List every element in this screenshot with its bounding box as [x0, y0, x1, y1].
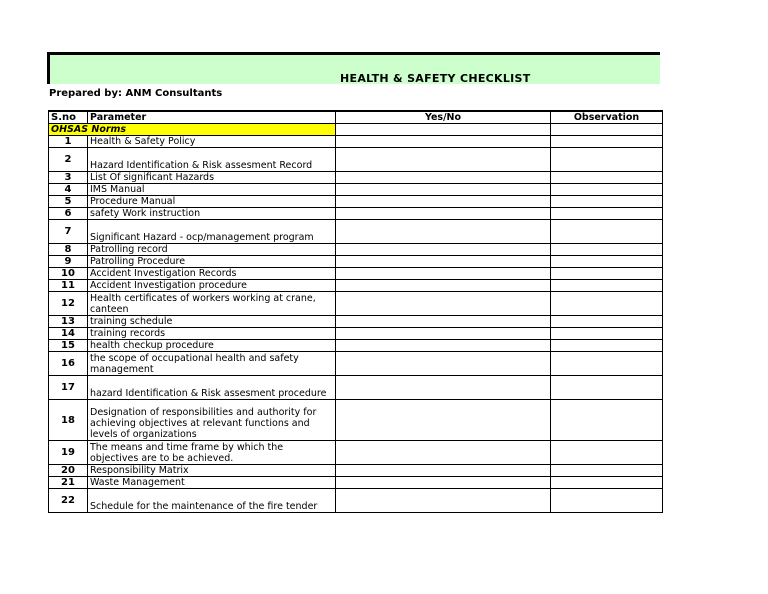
- row-yes-no-cell[interactable]: [336, 316, 551, 328]
- row-parameter: Hazard Identification & Risk assesment Record: [88, 148, 336, 172]
- row-sno: 14: [49, 328, 88, 340]
- row-yes-no-cell[interactable]: [336, 400, 551, 441]
- row-sno: 16: [49, 352, 88, 376]
- row-observation-cell[interactable]: [551, 256, 663, 268]
- row-parameter: List Of significant Hazards: [88, 172, 336, 184]
- row-observation-cell[interactable]: [551, 489, 663, 513]
- table-row: [49, 244, 663, 256]
- row-parameter: Significant Hazard - ocp/management program: [88, 220, 336, 244]
- row-observation-cell[interactable]: [551, 280, 663, 292]
- row-observation-cell[interactable]: [551, 172, 663, 184]
- row-yes-no-cell[interactable]: [336, 280, 551, 292]
- row-parameter: the scope of occupational health and safety management: [88, 352, 336, 376]
- row-yes-no-cell[interactable]: [336, 376, 551, 400]
- row-sno: 13: [49, 316, 88, 328]
- row-parameter: IMS Manual: [88, 184, 336, 196]
- col-header-observation: Observation: [551, 111, 663, 124]
- row-parameter: health checkup procedure: [88, 340, 336, 352]
- row-sno: 6: [49, 208, 88, 220]
- section-obs-cell[interactable]: [551, 124, 663, 136]
- page-title: HEALTH & SAFETY CHECKLIST: [340, 72, 531, 85]
- row-observation-cell[interactable]: [551, 244, 663, 256]
- table-row: [49, 280, 663, 292]
- table-row: [49, 136, 663, 148]
- section-label: OHSAS Norms: [49, 124, 336, 136]
- row-parameter: Procedure Manual: [88, 196, 336, 208]
- header-row: [49, 111, 663, 124]
- table-row: [49, 292, 663, 316]
- col-header-yes-no: Yes/No: [336, 111, 551, 124]
- row-parameter: Responsibility Matrix: [88, 465, 336, 477]
- table-row: [49, 340, 663, 352]
- table-row: [49, 172, 663, 184]
- row-yes-no-cell[interactable]: [336, 172, 551, 184]
- table-row: [49, 208, 663, 220]
- row-observation-cell[interactable]: [551, 136, 663, 148]
- row-observation-cell[interactable]: [551, 441, 663, 465]
- row-yes-no-cell[interactable]: [336, 148, 551, 172]
- table-row: [49, 256, 663, 268]
- row-observation-cell[interactable]: [551, 340, 663, 352]
- row-parameter: Health & Safety Policy: [88, 136, 336, 148]
- row-yes-no-cell[interactable]: [336, 465, 551, 477]
- table-row: [49, 184, 663, 196]
- row-yes-no-cell[interactable]: [336, 220, 551, 244]
- row-parameter: Schedule for the maintenance of the fire tender: [88, 489, 336, 513]
- row-sno: 18: [49, 400, 88, 441]
- row-observation-cell[interactable]: [551, 208, 663, 220]
- row-observation-cell[interactable]: [551, 220, 663, 244]
- row-observation-cell[interactable]: [551, 268, 663, 280]
- row-observation-cell[interactable]: [551, 196, 663, 208]
- row-sno: 8: [49, 244, 88, 256]
- row-sno: 5: [49, 196, 88, 208]
- row-parameter: The means and time frame by which the objectives are to be achieved.: [88, 441, 336, 465]
- table-row: [49, 316, 663, 328]
- table-row: [49, 441, 663, 465]
- row-sno: 21: [49, 477, 88, 489]
- row-parameter: Health certificates of workers working at crane, canteen: [88, 292, 336, 316]
- row-observation-cell[interactable]: [551, 400, 663, 441]
- row-sno: 9: [49, 256, 88, 268]
- row-yes-no-cell[interactable]: [336, 136, 551, 148]
- row-yes-no-cell[interactable]: [336, 352, 551, 376]
- row-yes-no-cell[interactable]: [336, 328, 551, 340]
- table-row: [49, 477, 663, 489]
- row-parameter: training records: [88, 328, 336, 340]
- row-sno: 11: [49, 280, 88, 292]
- row-parameter: hazard Identification & Risk assesment procedure: [88, 376, 336, 400]
- row-observation-cell[interactable]: [551, 465, 663, 477]
- col-header-sno: S.no: [49, 111, 88, 124]
- row-sno: 15: [49, 340, 88, 352]
- row-parameter: Accident Investigation procedure: [88, 280, 336, 292]
- row-sno: 1: [49, 136, 88, 148]
- row-sno: 10: [49, 268, 88, 280]
- row-parameter: Accident Investigation Records: [88, 268, 336, 280]
- row-sno: 12: [49, 292, 88, 316]
- row-observation-cell[interactable]: [551, 292, 663, 316]
- row-observation-cell[interactable]: [551, 316, 663, 328]
- row-yes-no-cell[interactable]: [336, 477, 551, 489]
- row-sno: 20: [49, 465, 88, 477]
- row-observation-cell[interactable]: [551, 477, 663, 489]
- row-parameter: safety Work instruction: [88, 208, 336, 220]
- row-yes-no-cell[interactable]: [336, 244, 551, 256]
- table-row: [49, 376, 663, 400]
- row-yes-no-cell[interactable]: [336, 196, 551, 208]
- row-observation-cell[interactable]: [551, 352, 663, 376]
- table-row: [49, 489, 663, 513]
- table-row: [49, 352, 663, 376]
- row-sno: 2: [49, 148, 88, 172]
- table-row: [49, 196, 663, 208]
- row-parameter: Patrolling record: [88, 244, 336, 256]
- row-yes-no-cell[interactable]: [336, 184, 551, 196]
- table-row: [49, 465, 663, 477]
- row-sno: 19: [49, 441, 88, 465]
- row-yes-no-cell[interactable]: [336, 292, 551, 316]
- checklist-table: [48, 110, 663, 513]
- col-header-parameter: Parameter: [88, 111, 336, 124]
- row-yes-no-cell[interactable]: [336, 489, 551, 513]
- row-parameter: training schedule: [88, 316, 336, 328]
- row-yes-no-cell[interactable]: [336, 441, 551, 465]
- table-row: [49, 268, 663, 280]
- row-observation-cell[interactable]: [551, 376, 663, 400]
- row-parameter: Patrolling Procedure: [88, 256, 336, 268]
- section-yes-cell[interactable]: [336, 124, 551, 136]
- row-sno: 17: [49, 376, 88, 400]
- row-sno: 22: [49, 489, 88, 513]
- table-row: [49, 328, 663, 340]
- row-parameter: Waste Management: [88, 477, 336, 489]
- row-yes-no-cell[interactable]: [336, 340, 551, 352]
- row-yes-no-cell[interactable]: [336, 208, 551, 220]
- row-yes-no-cell[interactable]: [336, 268, 551, 280]
- section-row: [49, 124, 663, 136]
- table-row: [49, 400, 663, 441]
- row-sno: 4: [49, 184, 88, 196]
- row-observation-cell[interactable]: [551, 148, 663, 172]
- row-sno: 7: [49, 220, 88, 244]
- row-observation-cell[interactable]: [551, 184, 663, 196]
- row-sno: 3: [49, 172, 88, 184]
- table-row: [49, 220, 663, 244]
- table-row: [49, 148, 663, 172]
- row-observation-cell[interactable]: [551, 328, 663, 340]
- row-parameter: Designation of responsibilities and authority for achieving objectives at relevant functions and levels of organizations: [88, 400, 336, 441]
- prepared-by: Prepared by: ANM Consultants: [49, 88, 223, 99]
- row-yes-no-cell[interactable]: [336, 256, 551, 268]
